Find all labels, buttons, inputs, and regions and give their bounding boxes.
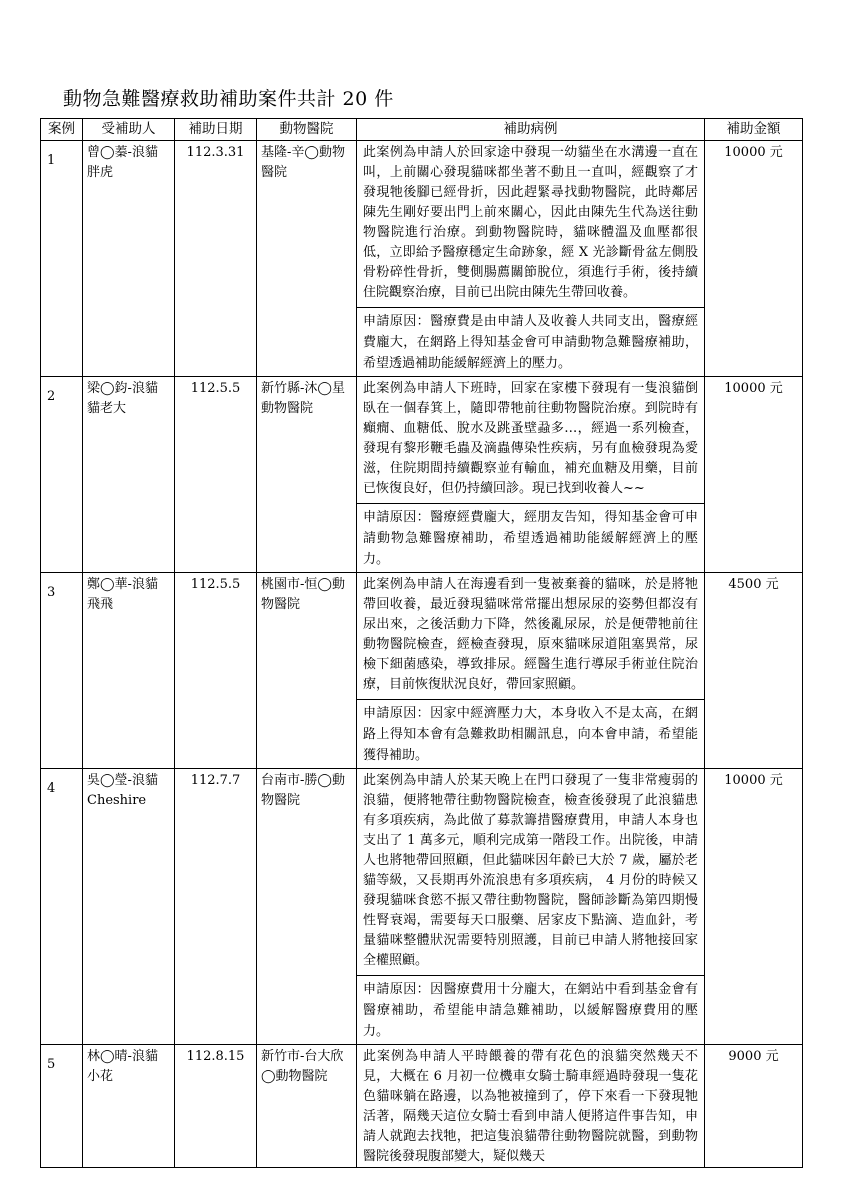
hospital: 桃園市-恒◯動物醫院 [257, 573, 357, 769]
story-text: 此案例為申請人下班時，回家在家樓下發現有一隻浪貓倒臥在一個春箕上，隨即帶牠前往動物醫院治療。到院時有癲癇、血糖低、脫水及跳蚤壁蝨多…，經過一系列檢查，發現有黎形鞭毛蟲及滴蟲傳染性疾病，另有血檢發現為愛滋，住院期間持續觀察並有輸血，補充血糖及用藥，目前已恢復良好，但仍持續回診。現已找到收養人~~ [363, 381, 698, 496]
hospital: 新竹縣-沐◯星動物醫院 [257, 377, 357, 573]
header-hospital: 動物醫院 [257, 119, 357, 141]
header-case-no: 案例 [41, 119, 83, 141]
case-story [357, 377, 705, 573]
case-story [357, 769, 705, 1045]
recipient: 梁◯鈞-浪貓貓老大 [83, 377, 175, 573]
hospital: 新竹市-台大欣◯動物醫院 [257, 1045, 357, 1168]
story-text: 此案例為申請人於回家途中發現一幼貓坐在水溝邊一直在叫，上前關心發現貓咪都坐著不動且一直叫，經觀察了才發現牠後腳已經骨折，因此趕緊尋找動物醫院，此時鄰居陳先生剛好要出門上前來關心，因此由陳先生代為送往動物醫院進行治療。到動物醫院時，貓咪體溫及血壓都很低，立即給予醫療穩定生命跡象，經 X 光診斷骨盆左側股骨粉碎性骨折，雙側腸薦關節脫位，須進行手術，後持續住院觀察治療，目前已出院由陳先生帶回收養。 [363, 145, 698, 300]
hospital: 基隆-辛◯動物醫院 [257, 141, 357, 377]
table-row [41, 573, 803, 769]
table-row [41, 1045, 803, 1168]
table-header-row [41, 119, 803, 141]
header-story: 補助病例 [357, 119, 705, 141]
subsidy-amount: 10000 元 [705, 141, 803, 377]
story-text: 此案例為申請人在海邊看到一隻被棄養的貓咪，於是將牠帶回收養，最近發現貓咪常常擺出想尿尿的姿勢但都沒有尿出來，之後活動力下降，然後亂尿尿，於是便帶牠前往動物醫院檢查，經檢查發現，原來貓咪尿道阻塞異常，尿檢下細菌感染，導致排尿。經醫生進行導尿手術並住院治療，目前恢復狀況良好，帶回家照顧。 [363, 577, 698, 692]
recipient: 鄭◯華-浪貓飛飛 [83, 573, 175, 769]
header-recipient: 受補助人 [83, 119, 175, 141]
subsidy-amount: 10000 元 [705, 377, 803, 573]
story-text: 此案例為申請人於某天晚上在門口發現了一隻非常瘦弱的浪貓，便將牠帶往動物醫院檢查，檢查後發現了此浪貓患有多項疾病，為此做了募款籌措醫療費用，申請人本身也支出了 1 萬多元，順利完成第一階段工作。出院後，申請人也將牠帶回照顧，但此貓咪因年齡已大於 7 歲，屬於老貓等級，又長期再外流浪患有多項疾病， 4 月份的時候又發現貓咪食慾不振又帶往動物醫院，醫師診斷為第四期慢性腎衰竭，需要每天口服藥、居家皮下點滴、造血針，考量貓咪整體狀況需要特別照護，目前已申請人將牠接回家全權照顧。 [363, 773, 698, 968]
application-reason: 申請原因：因家中經濟壓力大，本身收入不是太高，在網路上得知本會有急難救助相關訊息，向本會申請，希望能獲得補助。 [357, 699, 704, 768]
application-reason: 申請原因：醫療經費龐大，經朋友告知，得知基金會可申請動物急難醫療補助，希望透過補助能緩解經濟上的壓力。 [357, 503, 704, 572]
table-row [41, 141, 803, 377]
case-number: 1 [41, 141, 83, 377]
application-reason: 申請原因：因醫療費用十分龐大，在網站中看到基金會有醫療補助，希望能申請急難補助，以緩解醫療費用的壓力。 [357, 975, 704, 1044]
case-story [357, 1045, 705, 1168]
subsidy-date: 112.3.31 [175, 141, 257, 377]
subsidy-date: 112.7.7 [175, 769, 257, 1045]
case-number: 3 [41, 573, 83, 769]
subsidy-amount: 9000 元 [705, 1045, 803, 1168]
page-title: 動物急難醫療救助補助案件共計 20 件 [63, 88, 394, 110]
subsidy-table [40, 118, 803, 1168]
subsidy-amount: 10000 元 [705, 769, 803, 1045]
application-reason: 申請原因：醫療費是由申請人及收養人共同支出，醫療經費龐大，在網路上得知基金會可申請動物急難醫療補助，希望透過補助能緩解經濟上的壓力。 [357, 307, 704, 376]
table-row [41, 377, 803, 573]
case-number: 2 [41, 377, 83, 573]
subsidy-date: 112.8.15 [175, 1045, 257, 1168]
table-row [41, 769, 803, 1045]
subsidy-amount: 4500 元 [705, 573, 803, 769]
subsidy-date: 112.5.5 [175, 573, 257, 769]
case-number: 4 [41, 769, 83, 1045]
case-story [357, 141, 705, 377]
case-story [357, 573, 705, 769]
story-text: 此案例為申請人平時餵養的帶有花色的浪貓突然幾天不見，大概在 6 月初一位機車女騎士騎車經過時發現一隻花色貓咪躺在路邊，以為牠被撞到了，停下來看一下發現牠活著，隔幾天這位女騎士看到申請人便將這件事告知，申請人就跑去找牠，把這隻浪貓帶往動物醫院就醫，到動物醫院後發現腹部變大，疑似幾天 [363, 1049, 698, 1164]
header-date: 補助日期 [175, 119, 257, 141]
recipient: 曾◯蓁-浪貓胖虎 [83, 141, 175, 377]
recipient: 吳◯瑩-浪貓Cheshire [83, 769, 175, 1045]
recipient: 林◯晴-浪貓小花 [83, 1045, 175, 1168]
hospital: 台南市-勝◯動物醫院 [257, 769, 357, 1045]
header-amount: 補助金額 [705, 119, 803, 141]
subsidy-date: 112.5.5 [175, 377, 257, 573]
case-number: 5 [41, 1045, 83, 1168]
